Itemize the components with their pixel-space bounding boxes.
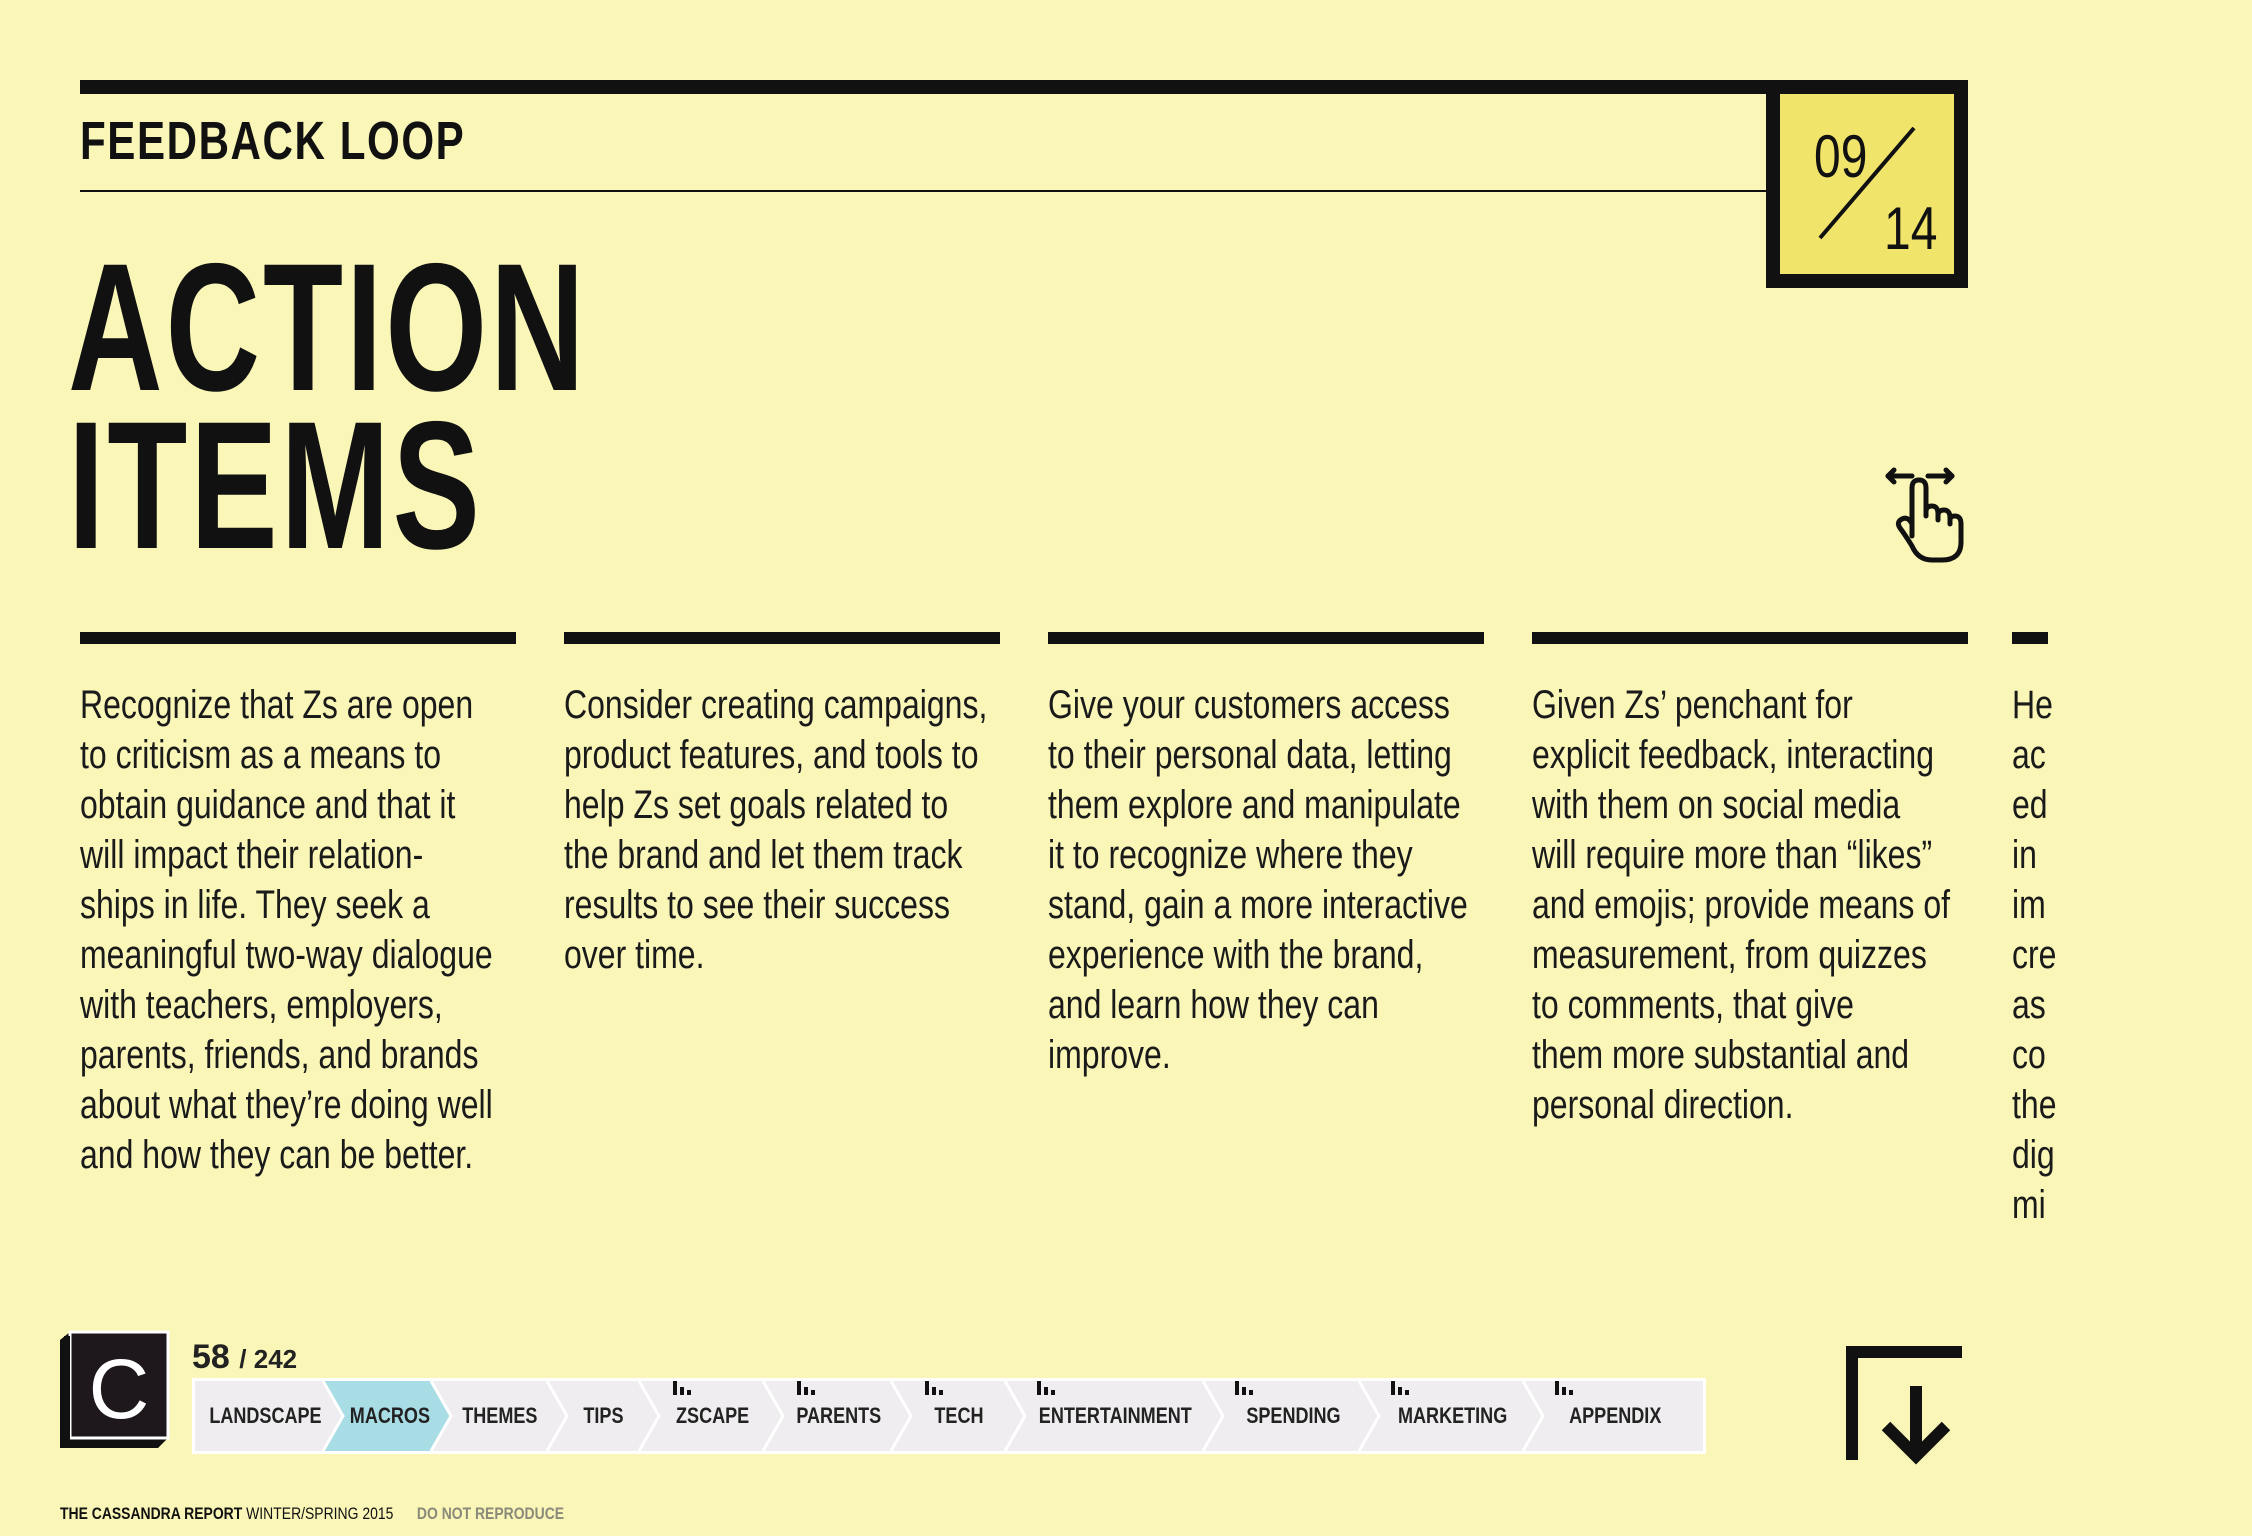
page-counter	[192, 1338, 297, 1377]
bar-chart-icon	[673, 1381, 693, 1397]
page-current: 58	[192, 1338, 230, 1376]
nav-tab-themes[interactable]: THEMES	[462, 1403, 538, 1428]
action-item-text: Consider creating campaigns, product features, and tools to help Zs set goals related to the brand and let them track results to see their success over time.	[564, 683, 988, 977]
bar-chart-icon	[1037, 1381, 1057, 1397]
column-rule	[80, 632, 516, 644]
nav-tab-landscape[interactable]: LANDSCAPE	[208, 1403, 322, 1428]
footer	[60, 1504, 675, 1524]
bar-chart-icon	[1391, 1381, 1411, 1397]
top-rule	[80, 80, 1968, 94]
nav-tab-tech[interactable]: TECH	[934, 1403, 984, 1428]
counter-total: 14	[1884, 195, 1938, 262]
nav-tab-spending[interactable]: SPENDING	[1245, 1403, 1341, 1428]
action-item-text: Give your customers access to their personal data, letting them explore and manipulate it to recognize where they stand, gain a more interactive experience with the brand, and learn how they can improve.	[1048, 683, 1468, 1077]
nav-tab-macros[interactable]: MACROS	[349, 1403, 431, 1428]
action-item-column-3	[1048, 632, 1484, 1080]
nav-tab-marketing[interactable]: MARKETING	[1398, 1403, 1508, 1428]
bar-chart-icon	[1555, 1381, 1575, 1397]
bar-chart-icon	[1235, 1381, 1255, 1397]
bar-chart-icon	[925, 1381, 945, 1397]
logo-letter: C	[88, 1342, 150, 1436]
column-rule	[2012, 632, 2048, 644]
nav-tab-parents[interactable]: PARENTS	[796, 1403, 882, 1428]
cassandra-logo[interactable]	[60, 1332, 172, 1461]
footer-edition: WINTER/SPRING 2015	[246, 1504, 394, 1523]
action-item-column-4	[1532, 632, 1968, 1130]
bar-chart-icon	[797, 1381, 817, 1397]
nav-tab-zscape[interactable]: ZSCAPE	[676, 1403, 750, 1428]
action-item-text: Given Zs’ penchant for explicit feedback, interacting with them on social media will require more than “likes” and emojis; provide means of measurement, from quizzes to comments, that give them more substantial and personal direction.	[1532, 683, 1950, 1127]
section-divider	[80, 190, 1770, 192]
page-title-line-2: ITEMS	[68, 383, 483, 587]
action-item-text: He ac ed in im cre as co the dig mi	[2012, 683, 2057, 1227]
action-item-column-5-partial	[2012, 632, 2057, 1232]
footer-warning: DO NOT REPRODUCE	[416, 1504, 565, 1523]
slide-counter	[1766, 80, 1968, 288]
counter-current: 09	[1814, 123, 1868, 190]
column-rule	[1048, 632, 1484, 644]
footer-brand: THE CASSANDRA REPORT	[60, 1504, 243, 1523]
action-item-text: Recognize that Zs are open to criticism as a means to obtain guidance and that it will impact their relation- ships in life. They seek a meaningful two-way dialogue with teachers, employers, parents, friends, and brands about what they’re doing well and how they can be better.	[80, 683, 493, 1177]
column-rule	[564, 632, 1000, 644]
scroll-down-arrow-icon[interactable]	[1846, 1346, 1966, 1475]
section-title: FEEDBACK LOOP	[80, 111, 466, 171]
action-item-column-2	[564, 632, 1000, 980]
nav-tab-appendix[interactable]: APPENDIX	[1568, 1403, 1662, 1428]
section-nav-bar	[192, 1378, 1706, 1454]
action-item-column-1	[80, 632, 516, 1180]
page-title-line-1: ACTION	[68, 225, 588, 429]
page-title	[68, 225, 790, 587]
nav-tab-tips[interactable]: TIPS	[582, 1403, 624, 1428]
page-total: / 242	[239, 1344, 298, 1374]
swipe-gesture-icon	[1880, 456, 1980, 571]
nav-tab-entertainment[interactable]: ENTERTAINMENT	[1038, 1403, 1192, 1428]
column-rule	[1532, 632, 1968, 644]
